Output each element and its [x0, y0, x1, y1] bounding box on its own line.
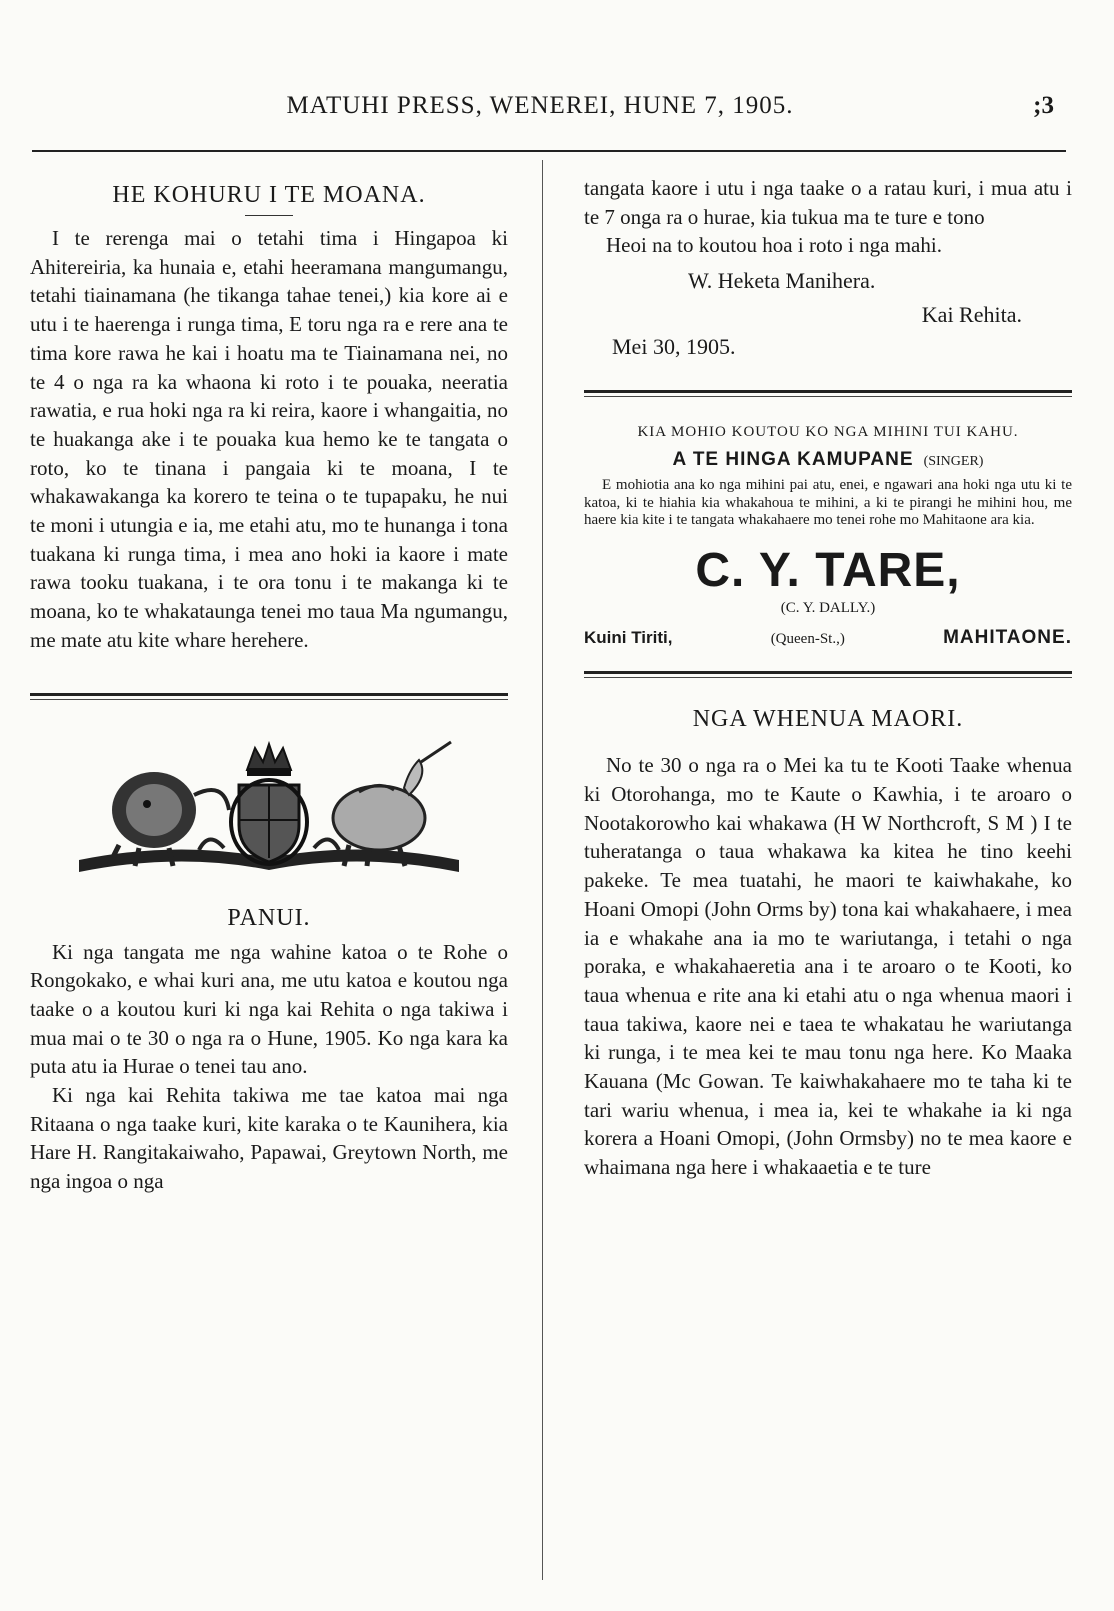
ad-company-note: (SINGER) [923, 454, 984, 470]
ad-address [584, 627, 1072, 649]
section-rule-thin [30, 699, 508, 700]
section-rule [30, 693, 508, 696]
page-number: ;3 [1033, 92, 1054, 119]
article-heading-kohuru: HE KOHURU I TE MOANA. [112, 182, 426, 208]
unicorn-icon [333, 742, 451, 866]
panui-paragraph-1: Ki nga tangata me nga wahine katoa o te Rohe o Rongokako, e whai kuri ana, me utu katoa e koutou nga taake o a koutou kuri ki nga kai Rehita o nga takiwa i mua mai o te 30 o nga ra o Hune, 1905. Ko nga kara ka puta atu ia Hurae o tenei tau ano. [30, 939, 508, 1079]
shield-icon [231, 780, 307, 864]
crown-icon [247, 744, 291, 776]
masthead [0, 88, 1114, 128]
panui-paragraph-2: Ki nga kai Rehita takiwa me tae katoa mai nga Ritaana o nga taake kuri, kite karaka o te Kaunihera, kia Hare H. Rangitakaiwaho, Papawai, Greytown North, me nga ingoa o nga [30, 1083, 508, 1194]
ad-company: A TE HINGA KAMUPANE [672, 449, 914, 471]
signature-role: Kai Rehita. [921, 302, 1022, 328]
heading-rule [245, 215, 293, 216]
article-body-kohuru: I te rerenga mai o tetahi tima i Hingapoa ki Ahitereiria, ka hunaia e, etahi heeramana mangumangu, tetahi tiainamana (he tikanga tahae tenei,) kia kore ai e utu i te haerenga i runga tima, E toru nga ra e rere ana te tima kore rawa he kai i hoatu ma te Tiainamana nei, no te 4 o nga ra ka whaona ki roto i te pouaka, neeratia rawatia, e rua hoki nga ra ki reira, kaore i whangaitia, no te huakanga ake i te pouaka kua hemo ke te tangata o roto, ko te tinana i pangaia ki te moana, I te whakawakanga ka korero te teina o te tupapaku, he nui te moni i utungia e ia, me etahi atu, mo te hunanga i tona tuakana ki runga tima, i mea ano hoki ia kaore i mate rawa tooku tuakana, i te ora tonu i te makanga ki te moana, ko te whakataunga tenei mo taua Ma ngumangu, me mate atu kite whare herehere. [30, 226, 508, 652]
royal-coat-of-arms-image [59, 740, 479, 885]
right-column [584, 160, 1072, 1182]
section-rule [584, 671, 1072, 674]
left-column [30, 160, 508, 1196]
ad-heading: KIA MOHIO KOUTOU KO NGA MIHINI TUI KAHU. [637, 424, 1019, 441]
ad-street-english: (Queen-St.,) [770, 631, 845, 648]
notice-date: Mei 30, 1905. [612, 334, 736, 360]
ad-body: E mohiotia ana ko nga mihini pai atu, enei, e ngawari ana hoki nga utu ki te katoa, ki te hiahia kia whakahoua te mihini, a ki te pirangi he mihini hou, me haere kia kite i te tangata whakahaere mo tenei rohe mo Mahitaone ara kia. [584, 477, 1072, 528]
section-rule-thin [584, 396, 1072, 397]
masthead-title: MATUHI PRESS, WENEREI, HUNE 7, 1905. [286, 92, 794, 119]
advertisement [584, 423, 1072, 649]
ad-proprietor-english: (C. Y. DALLY.) [780, 600, 876, 617]
article-heading-panui: PANUI. [227, 904, 311, 931]
article-heading-whenua: NGA WHENUA MAORI. [692, 706, 964, 733]
panui-continued: tangata kaore i utu i nga taake o a ratau kuri, i mua atu i te 7 onga ra o hurae, kia tukua ma te ture e tono [584, 176, 1072, 229]
masthead-rule [32, 150, 1066, 152]
column-divider [542, 160, 543, 1580]
ad-street: Kuini Tiriti, [584, 628, 673, 648]
section-rule-thin [584, 677, 1072, 678]
ad-town: MAHITAONE. [943, 627, 1072, 649]
signature: W. Heketa Manihera. [688, 268, 876, 294]
ad-proprietor-name: C. Y. TARE, [695, 544, 961, 598]
section-rule [584, 390, 1072, 393]
panui-closing: Heoi na to koutou hoa i roto i nga mahi. [606, 233, 942, 258]
article-body-whenua: No te 30 o nga ra o Mei ka tu te Kooti Taake whenua ki Otorohanga, mo te Kaute o Kawhia, i te aroaro o Nootakorowho kai whakawa (H W Northcroft, S M ) I te tuheratanga o taua whakawa ka kitea he tino keehi pakeke. Te mea tuatahi, he maori te kaiwhakahe, ko Hoani Omopi (John Orms by) tona kai whakahaere, i mea ia e whakahe ana ia mo te wariutanga, i tetahi o nga poraka, e whakahaeretia ana i te aroaro o te Kooti, ko taua whenua e rite ana ki etahi atu o nga whenua maori i taua takiwa, kaore nei e taea te whakatau he wariutanga ki runga, i te mea kei te mau tonu nga here. Ko Maaka Kauana (Mc Gowan. Te kaiwhakahaere mo te taha ki te tari wariu whenua, i mea ia, kei te whakahe ia ki nga korera a Hoani Omopi, (John Ormsby) no te mea kaore e whaimana nga here i whakaaetia e te ture [584, 753, 1072, 1180]
